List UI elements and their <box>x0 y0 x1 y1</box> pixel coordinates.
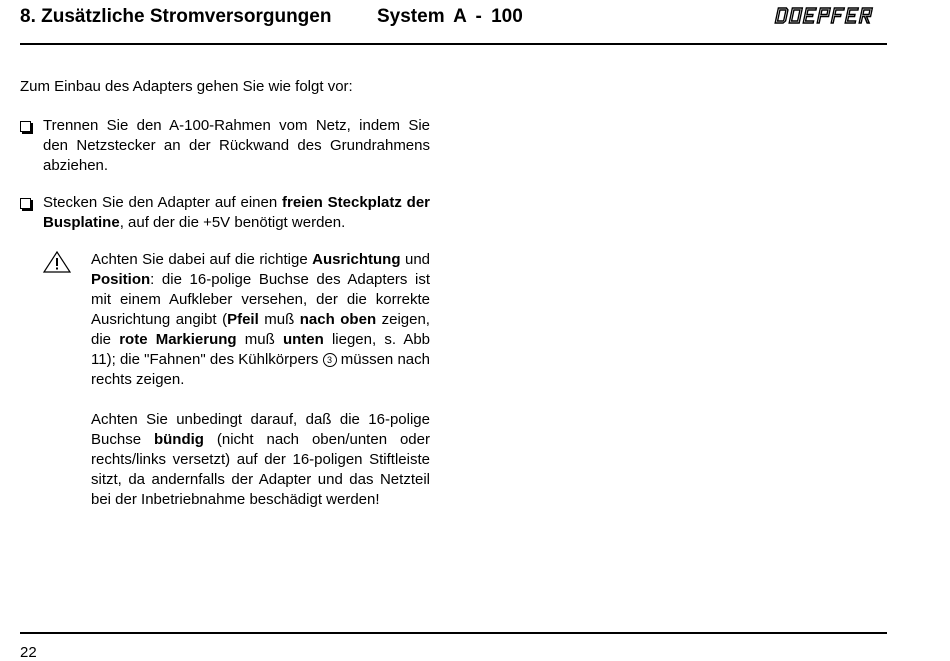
reference-number-badge: 3 <box>323 353 337 367</box>
warning-paragraph: Achten Sie unbedingt darauf, daß die 16-polige Buchse bündig (nicht nach oben/unten oder rechts/links versetzt) auf der 16-poligen Stiftleiste sitzt, da andernfalls der Adapter und das Netzteil bei der Inbetriebnahme beschädigt werden! <box>91 411 430 508</box>
section-title: 8. Zusätzliche Stromversorgungen <box>20 6 332 27</box>
checkbox-bullet-icon <box>20 121 31 132</box>
warning-paragraph: Achten Sie dabei auf die richtige Ausrichtung und Position: die 16-polige Buchse des Adapters ist mit einem Aufkleber versehen, der die korrekte Ausrichtung angibt (Pfeil muß nach oben zeigen, die rote Markierung muß unten liegen, s. Abb 11); die "Fahnen" des Kühlkörpers 3 müssen nach rechts zeigen. <box>91 251 431 388</box>
warning-triangle-icon <box>42 250 72 280</box>
checkbox-bullet-icon <box>20 198 31 209</box>
system-name: System A - 100 <box>377 6 523 27</box>
header-rule <box>20 43 887 45</box>
step-text: Stecken Sie den Adapter auf einen freien Steckplatz der Busplatine, auf der die +5V benötigt werden. <box>43 194 430 231</box>
doepfer-logo <box>773 5 881 32</box>
step-text: Trennen Sie den A-100-Rahmen vom Netz, indem Sie den Netzstecker an der Rückwand des Grundrahmens abziehen. <box>43 117 430 174</box>
intro-text: Zum Einbau des Adapters gehen Sie wie folgt vor: <box>20 78 353 95</box>
svg-text:DOEPFER: DOEPFER <box>773 5 778 6</box>
warning-note <box>20 250 430 510</box>
page-number: 22 <box>20 644 37 661</box>
page-content <box>20 77 430 530</box>
footer-rule <box>20 632 887 634</box>
list-item <box>20 116 430 176</box>
list-item <box>20 193 430 233</box>
